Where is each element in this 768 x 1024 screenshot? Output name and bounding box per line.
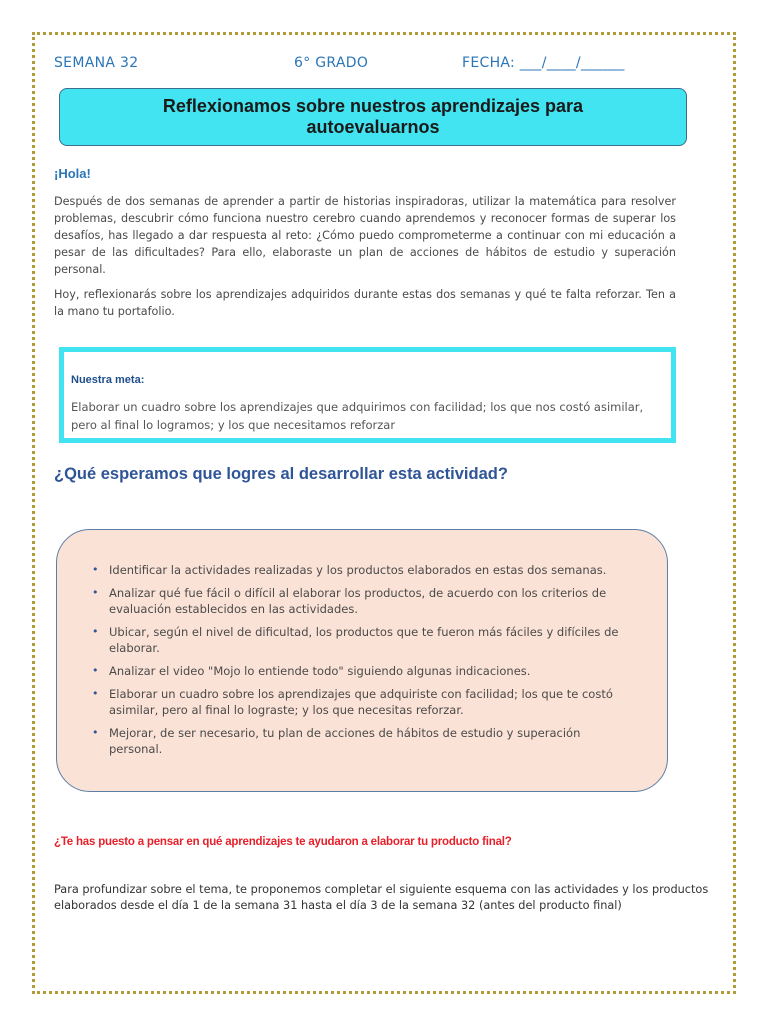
- list-item: [90, 663, 620, 679]
- intro-paragraph-2: Hoy, reflexionarás sobre los aprendizajes adquiridos durante estas dos semanas y qué te falta reforzar. Ten a la mano tu portafolio.: [54, 288, 676, 318]
- list-item-text: Analizar el video "Mojo lo entiende todo" siguiendo algunas indicaciones.: [109, 664, 531, 678]
- week-label: SEMANA 32: [54, 55, 139, 71]
- list-item: [90, 725, 620, 757]
- goal-title: Nuestra meta:: [71, 374, 145, 386]
- list-item: [90, 562, 620, 578]
- list-item: [90, 585, 620, 617]
- bullet-icon: •: [92, 586, 99, 599]
- intro-paragraph-1: Después de dos semanas de aprender a partir de historias inspiradoras, utilizar la matemática para resolver problemas, descubrir cómo funciona nuestro cerebro cuando aprendemos y reconocer formas de superar los desafíos, has llegado a dar respuesta al reto: ¿Cómo puedo comprometerme a continuar con mi educación a pesar de las dificultades? Para ello, elaboraste un plan de acciones de hábitos de estudio y superación personal.: [54, 195, 676, 276]
- closing-paragraph: Para profundizar sobre el tema, te proponemos completar el siguiente esquema con las actividades y los productos elaborados desde el día 1 de la semana 31 hasta el día 3 de la semana 32 (antes del producto final): [54, 883, 709, 912]
- bullet-icon: •: [92, 687, 99, 700]
- expectations-list: [90, 562, 620, 764]
- greeting: ¡Hola!: [54, 166, 91, 181]
- list-item-text: Elaborar un cuadro sobre los aprendizajes que adquiriste con facilidad; los que te costó asimilar, pero al final lo lograste; y los que necesitas reforzar.: [109, 687, 613, 717]
- bullet-icon: •: [92, 726, 99, 739]
- bullet-icon: •: [92, 625, 99, 638]
- page-title: Reflexionamos sobre nuestros aprendizajes para autoevaluarnos: [59, 88, 687, 146]
- list-item-text: Analizar qué fue fácil o difícil al elaborar los productos, de acuerdo con los criterios de evaluación establecidos en las actividades.: [109, 586, 607, 616]
- header-row: [54, 55, 694, 75]
- dotted-page-border: [32, 32, 736, 994]
- list-item-text: Mejorar, de ser necesario, tu plan de acciones de hábitos de estudio y superación personal.: [109, 726, 581, 756]
- list-item: [90, 686, 620, 718]
- reflection-question: ¿Te has puesto a pensar en qué aprendizajes te ayudaron a elaborar tu producto final?: [54, 836, 512, 848]
- expectations-heading: ¿Qué esperamos que logres al desarrollar esta actividad?: [54, 465, 508, 483]
- grade-label: 6° GRADO: [294, 55, 369, 71]
- list-item-text: Ubicar, según el nivel de dificultad, los productos que te fueron más fáciles y difíciles de elaborar.: [109, 625, 619, 655]
- date-field: FECHA: ___/____/______: [462, 55, 625, 71]
- list-item: [90, 624, 620, 656]
- bullet-icon: •: [92, 664, 99, 677]
- list-item-text: Identificar la actividades realizadas y los productos elaborados en estas dos semanas.: [109, 563, 607, 577]
- bullet-icon: •: [92, 563, 99, 576]
- goal-text: Elaborar un cuadro sobre los aprendizajes que adquirimos con facilidad; los que nos costó asimilar, pero al final lo logramos; y los que necesitamos reforzar: [71, 400, 644, 432]
